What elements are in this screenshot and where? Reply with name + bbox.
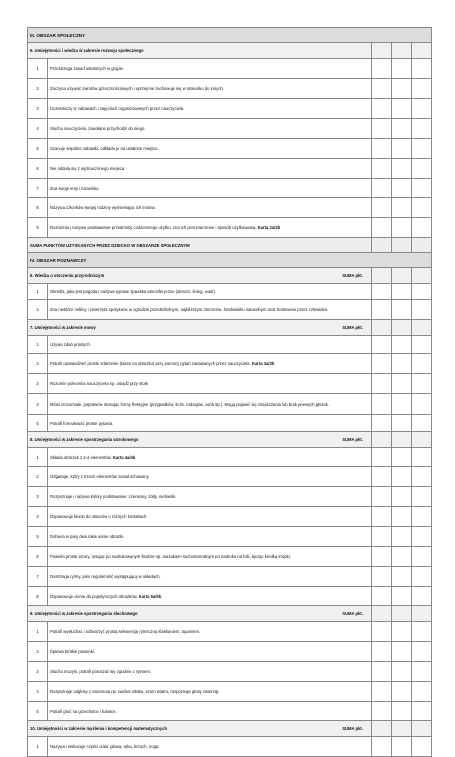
item-text: Nazywa i wskazuje części ciała: głowa, ręka, brzuch, noga. — [50, 744, 160, 749]
group-header-10 — [28, 721, 432, 737]
score-cell[interactable] — [392, 99, 412, 119]
item-number: 6 — [28, 547, 48, 567]
score-cell[interactable] — [412, 394, 432, 415]
score-cell[interactable] — [412, 622, 432, 642]
score-cell[interactable] — [412, 682, 432, 702]
item-row — [28, 119, 432, 139]
item-text-cell — [48, 567, 372, 587]
item-number: 5 — [28, 702, 48, 721]
score-cell[interactable] — [412, 198, 432, 218]
score-cell[interactable] — [392, 43, 412, 59]
score-cell[interactable] — [372, 547, 392, 567]
score-cell[interactable] — [392, 682, 412, 702]
score-cell[interactable] — [392, 79, 412, 99]
item-text-cell — [48, 662, 372, 682]
item-text: Śpiewa krótkie piosenki. — [50, 649, 95, 654]
item-text: Przestrzega zasad ustalonych w grupie. — [50, 66, 125, 71]
item-row — [28, 415, 432, 432]
item-text: Składa obrazek z 2-4 elementów. — [50, 454, 112, 460]
item-text-cell — [48, 159, 372, 179]
group-header-6 — [28, 268, 432, 284]
score-cell[interactable] — [412, 268, 432, 284]
score-cell[interactable] — [412, 662, 432, 682]
suma-label: SUMA pkt. — [342, 726, 363, 731]
score-cell[interactable] — [412, 507, 432, 527]
score-cell[interactable] — [412, 527, 432, 547]
item-text: Używa zdań prostych. — [50, 342, 91, 347]
score-cell[interactable] — [372, 622, 392, 642]
group-items-9 — [28, 622, 432, 721]
score-cell[interactable] — [372, 642, 392, 662]
score-cell[interactable] — [392, 507, 412, 527]
score-cell[interactable] — [392, 300, 412, 320]
section-title: IV. OBSZAR POZNAWCZY — [28, 253, 432, 268]
item-row — [28, 394, 432, 415]
item-row — [28, 354, 432, 374]
item-text-cell — [48, 587, 372, 606]
score-cell[interactable] — [372, 320, 392, 336]
assessment-form — [27, 27, 431, 757]
item-text-cell — [48, 139, 372, 159]
score-cell[interactable] — [392, 218, 412, 238]
score-cell[interactable] — [372, 179, 392, 198]
score-cell[interactable] — [392, 354, 412, 374]
item-row — [28, 300, 432, 320]
group-items-8 — [28, 448, 432, 606]
group-title-text: 9. Umiejętności w zakresie spostrzegania słuchowego — [30, 611, 138, 616]
score-cell[interactable] — [412, 606, 432, 622]
summary-label: SUMA PUNKTÓW UZYSKANYCH PRZEZ DZIECKO W OBSZARZE SPOŁECZNYM — [28, 238, 372, 253]
score-cell[interactable] — [372, 59, 392, 79]
item-text: Zna swoje imię i nazwisko. — [50, 185, 100, 191]
item-row — [28, 336, 432, 354]
item-number: 7 — [28, 179, 48, 198]
item-text: Zaczyna używać zwrotów grzecznościowych i uprzejmie zachowuje się w stosunku do innych. — [50, 86, 224, 91]
item-number: 4 — [28, 394, 48, 415]
group-title — [28, 320, 372, 336]
group-title — [28, 432, 372, 448]
score-cell[interactable] — [412, 179, 432, 198]
score-cell[interactable] — [372, 394, 392, 415]
item-number: 1 — [28, 336, 48, 354]
group-header-5 — [28, 43, 432, 59]
item-row — [28, 682, 432, 702]
score-cell[interactable] — [372, 43, 392, 59]
card-reference: Karta 5a/5b — [138, 593, 162, 599]
item-number: 5 — [28, 139, 48, 159]
item-row — [28, 374, 432, 394]
score-cell[interactable] — [412, 374, 432, 394]
item-text: Określa, jaka jest pogoda i nazywa typowe zjawiska atmosferyczne (deszcz, śnieg, wiatr). — [50, 289, 217, 294]
score-cell[interactable] — [392, 119, 412, 139]
group-title-text: 8. Umiejętności w zakresie spostrzegania wzrokowego — [30, 437, 139, 442]
score-cell[interactable] — [372, 79, 392, 99]
item-number: 2 — [28, 354, 48, 374]
score-cell[interactable] — [392, 179, 412, 198]
score-cell[interactable] — [392, 642, 412, 662]
item-text: Potrafi opowiedzieć proste zdarzenie (także na obrazku) przy pomocy pytań zadawanych przez nauczyciela. — [50, 361, 251, 366]
score-cell[interactable] — [412, 415, 432, 432]
item-text-cell — [48, 415, 372, 432]
item-row — [28, 737, 432, 757]
score-cell[interactable] — [412, 487, 432, 507]
score-cell[interactable] — [412, 218, 432, 238]
score-cell[interactable] — [372, 119, 392, 139]
section-header-social — [28, 28, 432, 43]
score-cell[interactable] — [412, 587, 432, 606]
score-cell[interactable] — [392, 702, 412, 721]
item-text-cell — [48, 467, 372, 487]
item-text-cell — [48, 99, 372, 119]
score-cell[interactable] — [392, 415, 412, 432]
group-title — [28, 43, 372, 59]
item-text: Mówi zrozumiale, poprawnie stosując formy fleksyjne (przypadków, liczb, rodzajów, osób itp.). Mogą pojawić się zmiękczenia lub brak pewnych głosek. — [50, 401, 330, 407]
item-text: Zna niektóre rośliny i zwierzęta spotykane w ogrodzie przedszkolnym, najbliższym otoczeniu, środowisku naturalnym oraz hodowane przez człowieka. — [50, 307, 329, 312]
score-cell[interactable] — [372, 415, 392, 432]
summary-row-social — [28, 238, 432, 253]
score-cell[interactable] — [392, 448, 412, 467]
item-number: 2 — [28, 300, 48, 320]
suma-label: SUMA pkt. — [342, 437, 363, 442]
suma-label: SUMA pkt. — [342, 273, 363, 278]
score-cell[interactable] — [392, 737, 412, 757]
score-cell[interactable] — [372, 198, 392, 218]
item-text: Uczestniczy w zabawach i zajęciach organizowanych przez nauczyciela. — [50, 106, 185, 111]
group-title-text: 5. Umiejętności i wiedza w zakresie rozwoju społecznego — [30, 48, 144, 53]
score-cell[interactable] — [392, 606, 412, 622]
score-cell[interactable] — [392, 336, 412, 354]
score-cell[interactable] — [412, 567, 432, 587]
item-text: Dobiera w pary dwa takie same obrazki. — [50, 534, 125, 539]
item-text: Słucha muzyki, potrafi poruszać się zgodnie z rytmem. — [50, 669, 152, 674]
score-cell[interactable] — [412, 159, 432, 179]
item-row — [28, 198, 432, 218]
item-text: Rozpoznaje odgłosy z otoczenia np. warkot silnika, szum wiatru, rozpoznaje głosy zwierząt. — [50, 689, 220, 694]
score-cell[interactable] — [412, 448, 432, 467]
score-cell[interactable] — [412, 99, 432, 119]
item-number: 2 — [28, 642, 48, 662]
item-number: 3 — [28, 487, 48, 507]
score-cell[interactable] — [392, 547, 412, 567]
score-cell[interactable] — [412, 547, 432, 567]
item-row — [28, 179, 432, 198]
item-text-cell — [48, 547, 372, 567]
score-cell[interactable] — [392, 268, 412, 284]
score-cell[interactable] — [392, 487, 412, 507]
score-cell[interactable] — [392, 527, 412, 547]
item-text: Potrafi wysłuchać i odtworzyć prostą sekwencję rytmiczną klaskaniem, tupaniem. — [50, 629, 201, 634]
suma-label: SUMA pkt. — [342, 611, 363, 616]
card-reference: Karta 3a/3b — [251, 361, 275, 366]
item-row — [28, 79, 432, 99]
item-row — [28, 587, 432, 606]
group-title-text: 10. Umiejętności w zakresie myślenia i kompetencji matematycznych — [30, 726, 168, 731]
item-number: 8 — [28, 587, 48, 606]
item-text: Rozpoznaje i nazywa kolory podstawowe: czerwony, żółty, niebieski. — [50, 494, 177, 499]
score-cell[interactable] — [392, 59, 412, 79]
score-cell[interactable] — [392, 139, 412, 159]
group-title-text: 6. Wiedza o otoczeniu przyrodniczym — [30, 273, 105, 278]
item-text: Rozróżnia i nazywa podstawowe przedmioty codziennego użytku, zna ich przeznaczenie i sposób użytkowania. — [50, 225, 257, 230]
item-text-cell — [48, 527, 372, 547]
item-text: Nie oddala się z wyznaczonego miejsca. — [50, 166, 126, 171]
score-cell[interactable] — [412, 284, 432, 300]
score-cell[interactable] — [372, 448, 392, 467]
item-text-cell — [48, 119, 372, 139]
group-header-8 — [28, 432, 432, 448]
score-cell[interactable] — [412, 238, 432, 253]
score-cell[interactable] — [372, 218, 392, 238]
score-cell[interactable] — [392, 374, 412, 394]
item-row — [28, 567, 432, 587]
group-title-text: 7. Umiejętności w zakresie mowy — [30, 325, 96, 330]
item-number: 1 — [28, 59, 48, 79]
item-number: 4 — [28, 682, 48, 702]
item-text-cell — [48, 300, 372, 320]
score-cell[interactable] — [392, 238, 412, 253]
score-cell[interactable] — [372, 238, 392, 253]
item-text-cell — [48, 336, 372, 354]
score-cell[interactable] — [372, 284, 392, 300]
score-cell[interactable] — [372, 300, 392, 320]
score-cell[interactable] — [392, 662, 412, 682]
item-row — [28, 507, 432, 527]
score-cell[interactable] — [412, 737, 432, 757]
score-cell[interactable] — [392, 467, 412, 487]
item-text: Szanuje wspólne zabawki, odkłada je na ustalone miejsce. — [50, 146, 159, 151]
score-cell[interactable] — [412, 432, 432, 448]
item-row — [28, 448, 432, 467]
item-number: 3 — [28, 662, 48, 682]
score-cell[interactable] — [392, 394, 412, 415]
item-row — [28, 487, 432, 507]
item-number: 2 — [28, 79, 48, 99]
group-title — [28, 606, 372, 622]
score-cell[interactable] — [392, 198, 412, 218]
item-text: Potrafi grać na grzechotce i kołatce. — [50, 708, 117, 714]
score-cell[interactable] — [392, 622, 412, 642]
score-cell[interactable] — [372, 702, 392, 721]
item-text: Odgaduje, który z trzech elementów został schowany. — [50, 474, 150, 479]
score-cell[interactable] — [412, 139, 432, 159]
section-header-cognitive — [28, 253, 432, 268]
item-text-cell — [48, 59, 372, 79]
group-items-7 — [28, 336, 432, 432]
item-text: Potrafi formułować proste pytania. — [50, 420, 114, 426]
item-row — [28, 702, 432, 721]
item-text-cell — [48, 394, 372, 415]
item-row — [28, 467, 432, 487]
item-number: 4 — [28, 507, 48, 527]
score-cell[interactable] — [412, 354, 432, 374]
score-cell[interactable] — [392, 284, 412, 300]
item-number: 5 — [28, 415, 48, 432]
item-text-cell — [48, 448, 372, 467]
item-text-cell — [48, 507, 372, 527]
item-text-cell — [48, 682, 372, 702]
item-number: 3 — [28, 99, 48, 119]
score-cell[interactable] — [412, 467, 432, 487]
item-text-cell — [48, 218, 372, 238]
group-header-7 — [28, 320, 432, 336]
item-text-cell — [48, 284, 372, 300]
score-cell[interactable] — [412, 43, 432, 59]
score-cell[interactable] — [372, 507, 392, 527]
item-number: 1 — [28, 737, 48, 757]
group-items-6 — [28, 284, 432, 320]
score-cell[interactable] — [412, 119, 432, 139]
item-number: 9 — [28, 218, 48, 238]
score-cell[interactable] — [372, 467, 392, 487]
item-text-cell — [48, 179, 372, 198]
score-cell[interactable] — [392, 721, 412, 737]
group-items-10 — [28, 737, 432, 757]
item-number: 4 — [28, 119, 48, 139]
score-cell[interactable] — [412, 702, 432, 721]
item-text-cell — [48, 354, 372, 374]
score-cell[interactable] — [372, 374, 392, 394]
score-cell[interactable] — [372, 587, 392, 606]
score-cell[interactable] — [392, 567, 412, 587]
score-cell[interactable] — [372, 159, 392, 179]
score-cell[interactable] — [372, 662, 392, 682]
score-cell[interactable] — [412, 336, 432, 354]
score-cell[interactable] — [392, 320, 412, 336]
score-cell[interactable] — [372, 527, 392, 547]
item-row — [28, 159, 432, 179]
item-row — [28, 284, 432, 300]
item-number: 5 — [28, 527, 48, 547]
item-number: 8 — [28, 198, 48, 218]
item-text: Dopasowuje klocki do otworów o różnych kształtach. — [50, 514, 148, 519]
group-items-5 — [28, 59, 432, 238]
score-cell[interactable] — [392, 432, 412, 448]
score-cell[interactable] — [372, 336, 392, 354]
item-text-cell — [48, 374, 372, 394]
score-cell[interactable] — [392, 587, 412, 606]
score-cell[interactable] — [412, 79, 432, 99]
score-cell[interactable] — [372, 606, 392, 622]
item-number: 1 — [28, 448, 48, 467]
group-title — [28, 268, 372, 284]
suma-label: SUMA pkt. — [342, 325, 363, 330]
item-row — [28, 59, 432, 79]
item-row — [28, 99, 432, 119]
score-cell[interactable] — [372, 682, 392, 702]
assessment-table — [27, 27, 432, 757]
score-cell[interactable] — [372, 139, 392, 159]
item-text-cell — [48, 198, 372, 218]
item-number: 1 — [28, 622, 48, 642]
item-number: 1 — [28, 284, 48, 300]
score-cell[interactable] — [372, 99, 392, 119]
score-cell[interactable] — [372, 721, 392, 737]
score-cell[interactable] — [412, 300, 432, 320]
card-reference: Karta 2a/2b — [257, 225, 281, 230]
item-number: 7 — [28, 567, 48, 587]
item-text: Powiela proste wzory, rysując po nadrukowanym śladzie np. mazakiem suchościeralnym po nadruku na folii, łącząc kredką kropki. — [50, 554, 291, 559]
item-number: 2 — [28, 467, 48, 487]
item-number: 3 — [28, 374, 48, 394]
score-cell[interactable] — [412, 642, 432, 662]
item-row — [28, 642, 432, 662]
item-row — [28, 662, 432, 682]
item-text: Dostrzega rytmy, jako regularność występującą w układach. — [50, 574, 161, 579]
item-text-cell — [48, 702, 372, 721]
score-cell[interactable] — [372, 354, 392, 374]
item-text-cell — [48, 622, 372, 642]
item-text-cell — [48, 737, 372, 757]
item-text: Dopasowuje cienie do pojedynczych obrazków. — [50, 593, 138, 599]
score-cell[interactable] — [412, 59, 432, 79]
score-cell[interactable] — [372, 737, 392, 757]
item-text-cell — [48, 487, 372, 507]
score-cell[interactable] — [372, 432, 392, 448]
item-row — [28, 547, 432, 567]
item-text: Słucha nauczyciela, zawołane przychodzi do niego. — [50, 126, 146, 131]
score-cell[interactable] — [372, 487, 392, 507]
score-cell[interactable] — [412, 721, 432, 737]
section-title: III. OBSZAR SPOŁECZNY — [28, 28, 432, 43]
group-header-9 — [28, 606, 432, 622]
group-title — [28, 721, 372, 737]
item-text-cell — [48, 642, 372, 662]
item-row — [28, 139, 432, 159]
item-row — [28, 527, 432, 547]
item-number: 6 — [28, 159, 48, 179]
score-cell[interactable] — [412, 320, 432, 336]
item-text: Rozumie polecenia nauczyciela np. usiądź przy stole. — [50, 381, 150, 386]
score-cell[interactable] — [372, 567, 392, 587]
item-text: Nazywa członków swojej rodziny wymieniając ich imiona. — [50, 205, 156, 210]
score-cell[interactable] — [372, 268, 392, 284]
score-cell[interactable] — [392, 159, 412, 179]
card-reference: Karta 4a/4b — [112, 454, 136, 460]
item-row — [28, 622, 432, 642]
item-row — [28, 218, 432, 238]
item-text-cell — [48, 79, 372, 99]
